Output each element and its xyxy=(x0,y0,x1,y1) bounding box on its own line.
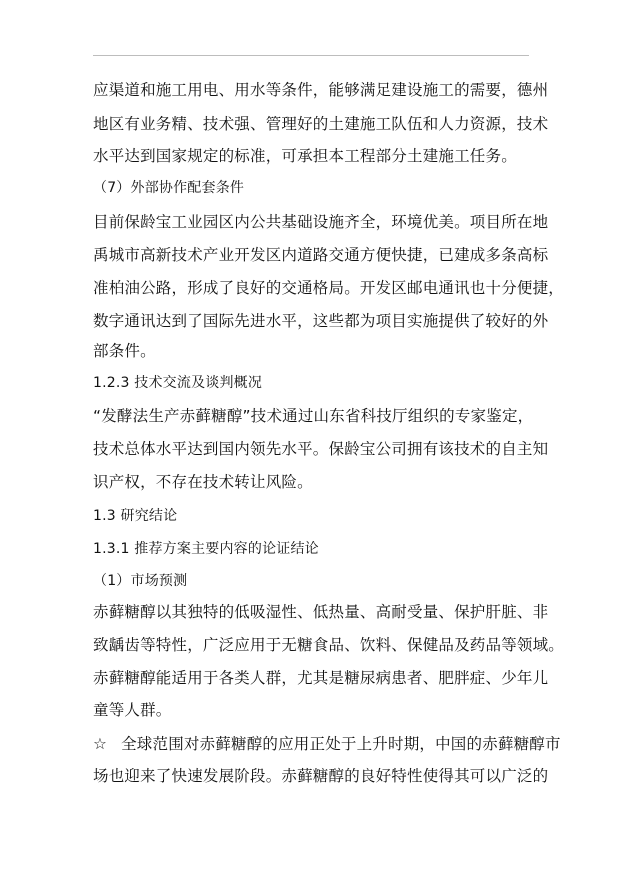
subheading-market-forecast: （1）市场预测 xyxy=(93,573,188,589)
text-line-1: 应渠道和施工用电、用水等条件，能够满足建设施工的需要，德州 xyxy=(93,81,549,99)
text-line-19: 赤藓糖醇能适用于各类人群，尤其是糖尿病患者、肥胖症、少年儿 xyxy=(93,669,549,687)
text-line-5: 目前保龄宝工业园区内公共基础设施齐全，环境优美。项目所在地 xyxy=(93,213,549,231)
section-heading-1-2-3: 1.2.3 技术交流及谈判概况 xyxy=(93,375,263,391)
section-heading-1-3: 1.3 研究结论 xyxy=(93,508,178,524)
text-line-8: 数字通讯达到了国际先进水平，这些都为项目实施提供了较好的外 xyxy=(93,312,549,330)
text-line-21-content: 全球范围对赤藓糖醇的应用正处于上升时期，中国的赤藓糖醇市 xyxy=(121,735,561,753)
text-line-17: 赤藓糖醇以其独特的低吸湿性、低热量、高耐受量、保护肝脏、非 xyxy=(93,603,549,621)
text-line-13: 识产权，不存在技术转让风险。 xyxy=(93,473,313,491)
subheading-external-conditions: （7）外部协作配套条件 xyxy=(93,180,245,196)
text-line-11: “发酵法生产赤藓糖醇”技术通过山东省科技厅组织的专家鉴定， xyxy=(93,407,534,425)
text-line-9: 部条件。 xyxy=(93,342,156,360)
text-line-21 xyxy=(93,734,561,754)
text-line-12: 技术总体水平达到国内领先水平。保龄宝公司拥有该技术的自主知 xyxy=(93,440,549,458)
text-line-22: 场也迎来了快速发展阶段。赤藓糖醇的良好特性使得其可以广泛的 xyxy=(93,767,549,785)
text-line-2: 地区有业务精、技术强、管理好的土建施工队伍和人力资源，技术 xyxy=(93,115,549,133)
header-rule xyxy=(93,55,529,56)
section-heading-1-3-1: 1.3.1 推荐方案主要内容的论证结论 xyxy=(93,541,319,557)
text-line-18: 致龋齿等特性，广泛应用于无糖食品、饮料、保健品及药品等领域。 xyxy=(93,636,565,654)
star-icon: ☆ xyxy=(93,735,108,753)
text-line-3: 水平达到国家规定的标准，可承担本工程部分土建施工任务。 xyxy=(93,147,517,165)
text-line-7: 准柏油公路，形成了良好的交通格局。开发区邮电通讯也十分便捷， xyxy=(93,279,565,297)
text-line-20: 童等人群。 xyxy=(93,701,172,719)
text-line-6: 禹城市高新技术产业开发区内道路交通方便快捷，已建成多条高标 xyxy=(93,246,549,264)
